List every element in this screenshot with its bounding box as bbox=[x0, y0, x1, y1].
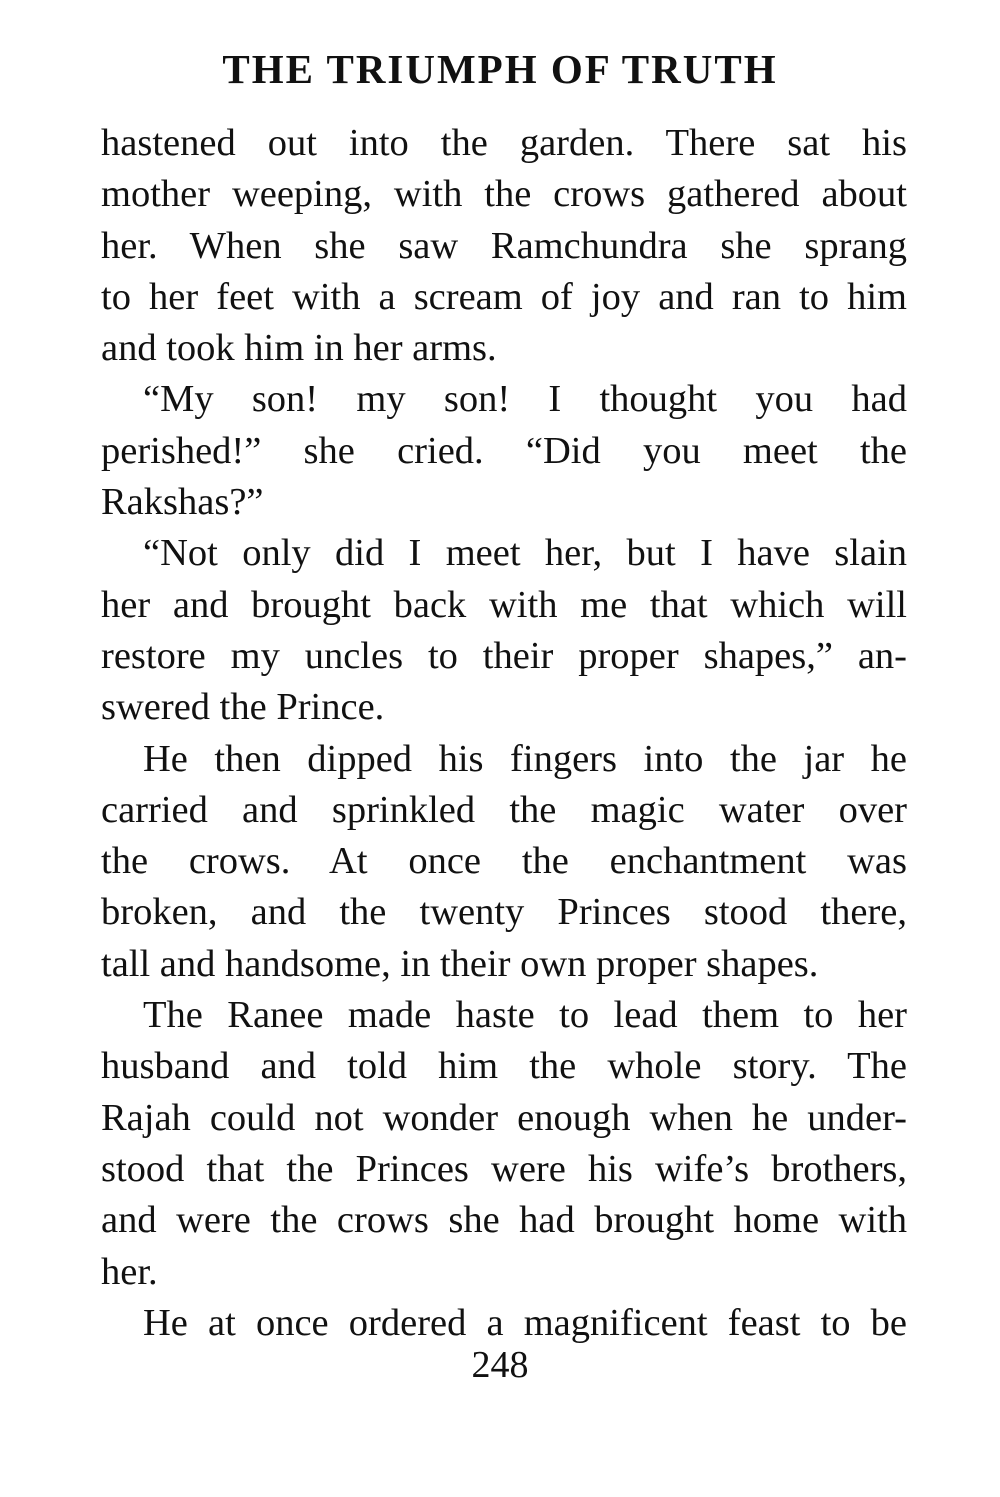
text-line: Rajah could not wonder enough when he under- bbox=[101, 1096, 907, 1139]
body-text bbox=[101, 118, 907, 1349]
running-head: THE TRIUMPH OF TRUTH bbox=[222, 46, 778, 92]
text-line: and were the crows she had brought home with bbox=[101, 1199, 907, 1242]
text-line: the crows. At once the enchantment was bbox=[101, 840, 907, 883]
paragraph bbox=[101, 374, 907, 528]
text-line: restore my uncles to their proper shapes,” an- bbox=[101, 634, 907, 677]
text-line: her and brought back with me that which will bbox=[101, 583, 907, 626]
paragraph bbox=[101, 734, 907, 990]
text-line: “My son! my son! I thought you had bbox=[143, 378, 907, 421]
paragraph bbox=[101, 528, 907, 733]
text-line: and took him in her arms. bbox=[101, 327, 497, 370]
text-line: her. When she saw Ramchundra she sprang bbox=[101, 224, 907, 267]
text-line: swered the Prince. bbox=[101, 686, 385, 729]
text-line: perished!” she cried. “Did you meet the bbox=[101, 429, 907, 472]
text-line: He then dipped his fingers into the jar he bbox=[143, 737, 907, 780]
text-line: hastened out into the garden. There sat his bbox=[101, 122, 907, 164]
text-line: broken, and the twenty Princes stood there, bbox=[101, 891, 907, 934]
page-number: 248 bbox=[471, 1344, 529, 1386]
text-line: Rakshas?” bbox=[101, 481, 264, 524]
text-line: to her feet with a scream of joy and ran to him bbox=[101, 275, 907, 318]
paragraph bbox=[101, 990, 907, 1298]
paragraph bbox=[101, 118, 907, 374]
text-line: stood that the Princes were his wife’s brothers, bbox=[101, 1147, 907, 1190]
text-line: “Not only did I meet her, but I have slain bbox=[143, 532, 907, 575]
text-line: husband and told him the whole story. The bbox=[101, 1045, 907, 1088]
text-line: He at once ordered a magnificent feast to be bbox=[143, 1301, 907, 1344]
text-line: The Ranee made haste to lead them to her bbox=[143, 994, 907, 1037]
text-line: tall and handsome, in their own proper shapes. bbox=[101, 942, 819, 985]
text-line: her. bbox=[101, 1250, 158, 1293]
text-line: mother weeping, with the crows gathered about bbox=[101, 173, 907, 216]
text-line: carried and sprinkled the magic water over bbox=[101, 788, 907, 831]
